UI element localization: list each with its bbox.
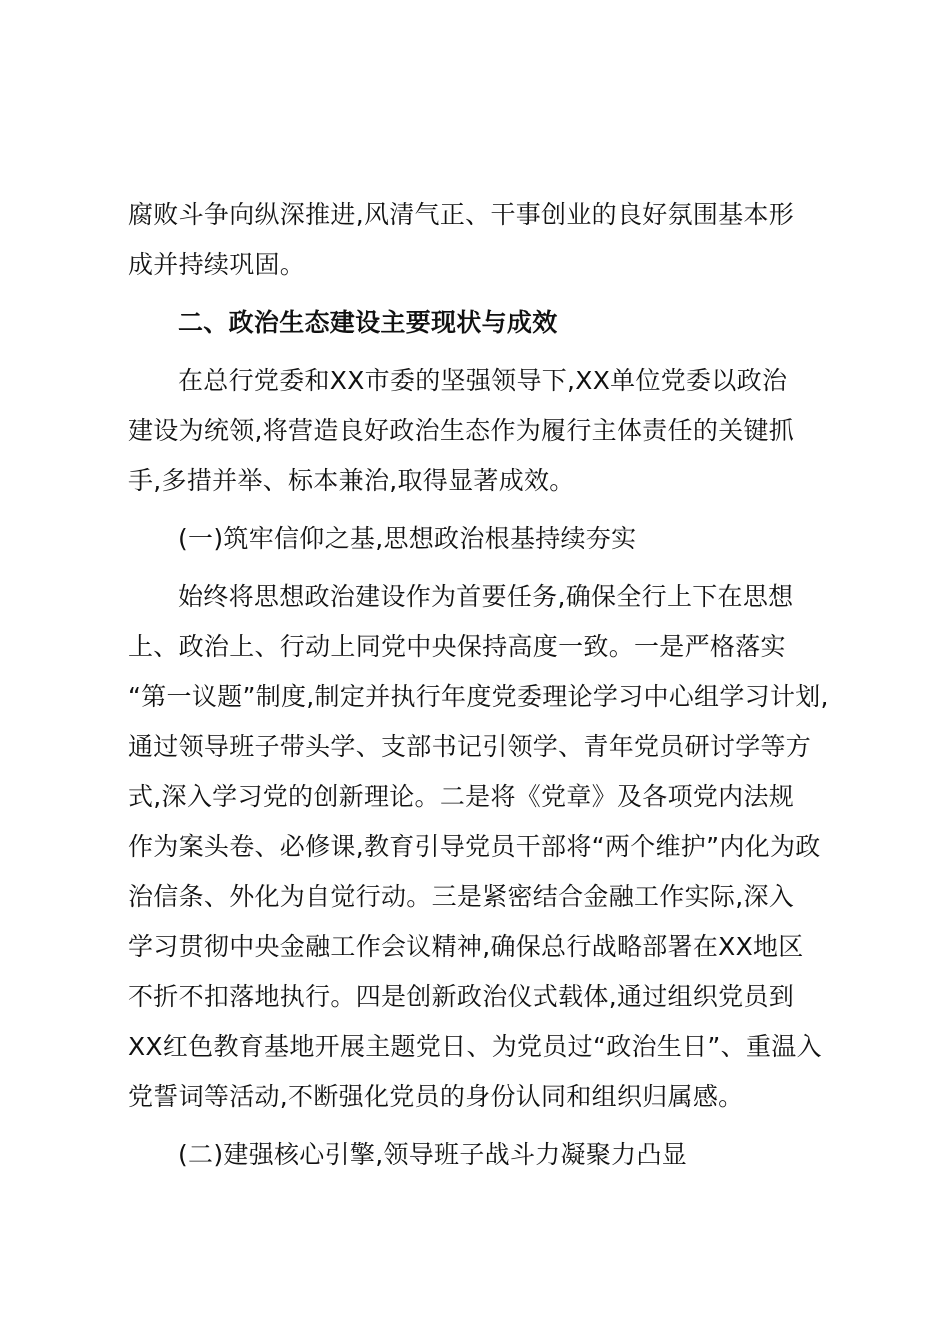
paragraph-line: 党誓词等活动,不断强化党员的身份认同和组织归属感。: [128, 1082, 744, 1111]
paragraph-line: 学习贯彻中央金融工作会议精神,确保总行战略部署在XX地区: [128, 932, 804, 961]
paragraph-line: “第一议题”制度,制定并执行年度党委理论学习中心组学习计划,: [128, 682, 829, 711]
paragraph-line: 在总行党委和XX市委的坚强领导下,XX单位党委以政治: [178, 366, 788, 395]
paragraph-line: 不折不扣落地执行。四是创新政治仪式载体,通过组织党员到: [128, 982, 795, 1011]
paragraph-line: XX红色教育基地开展主题党日、为党员过“政治生日”、重温入: [128, 1032, 822, 1061]
paragraph-line: 治信条、外化为自觉行动。三是紧密结合金融工作实际,深入: [128, 882, 795, 911]
paragraph-line: 上、政治上、行动上同党中央保持高度一致。一是严格落实: [128, 632, 786, 661]
paragraph-line: 手,多措并举、标本兼治,取得显著成效。: [128, 466, 575, 495]
paragraph-line: 建设为统领,将营造良好政治生态作为履行主体责任的关键抓: [128, 416, 795, 445]
section-heading: 二、政治生态建设主要现状与成效: [178, 308, 558, 337]
paragraph-line: 式,深入学习党的创新理论。二是将《党章》及各项党内法规: [128, 782, 795, 811]
paragraph-line: 作为案头卷、必修课,教育引导党员干部将“两个维护”内化为政: [128, 832, 821, 861]
paragraph-line: 始终将思想政治建设作为首要任务,确保全行上下在思想: [178, 582, 794, 611]
paragraph-line: 腐败斗争向纵深推进,风清气正、干事创业的良好氛围基本形: [128, 200, 795, 229]
subsection-heading: (一)筑牢信仰之基,思想政治根基持续夯实: [178, 524, 637, 553]
paragraph-line: 通过领导班子带头学、支部书记引领学、青年党员研讨学等方: [128, 732, 812, 761]
subsection-heading: (二)建强核心引擎,领导班子战斗力凝聚力凸显: [178, 1140, 688, 1169]
paragraph-line: 成并持续巩固。: [128, 250, 306, 279]
